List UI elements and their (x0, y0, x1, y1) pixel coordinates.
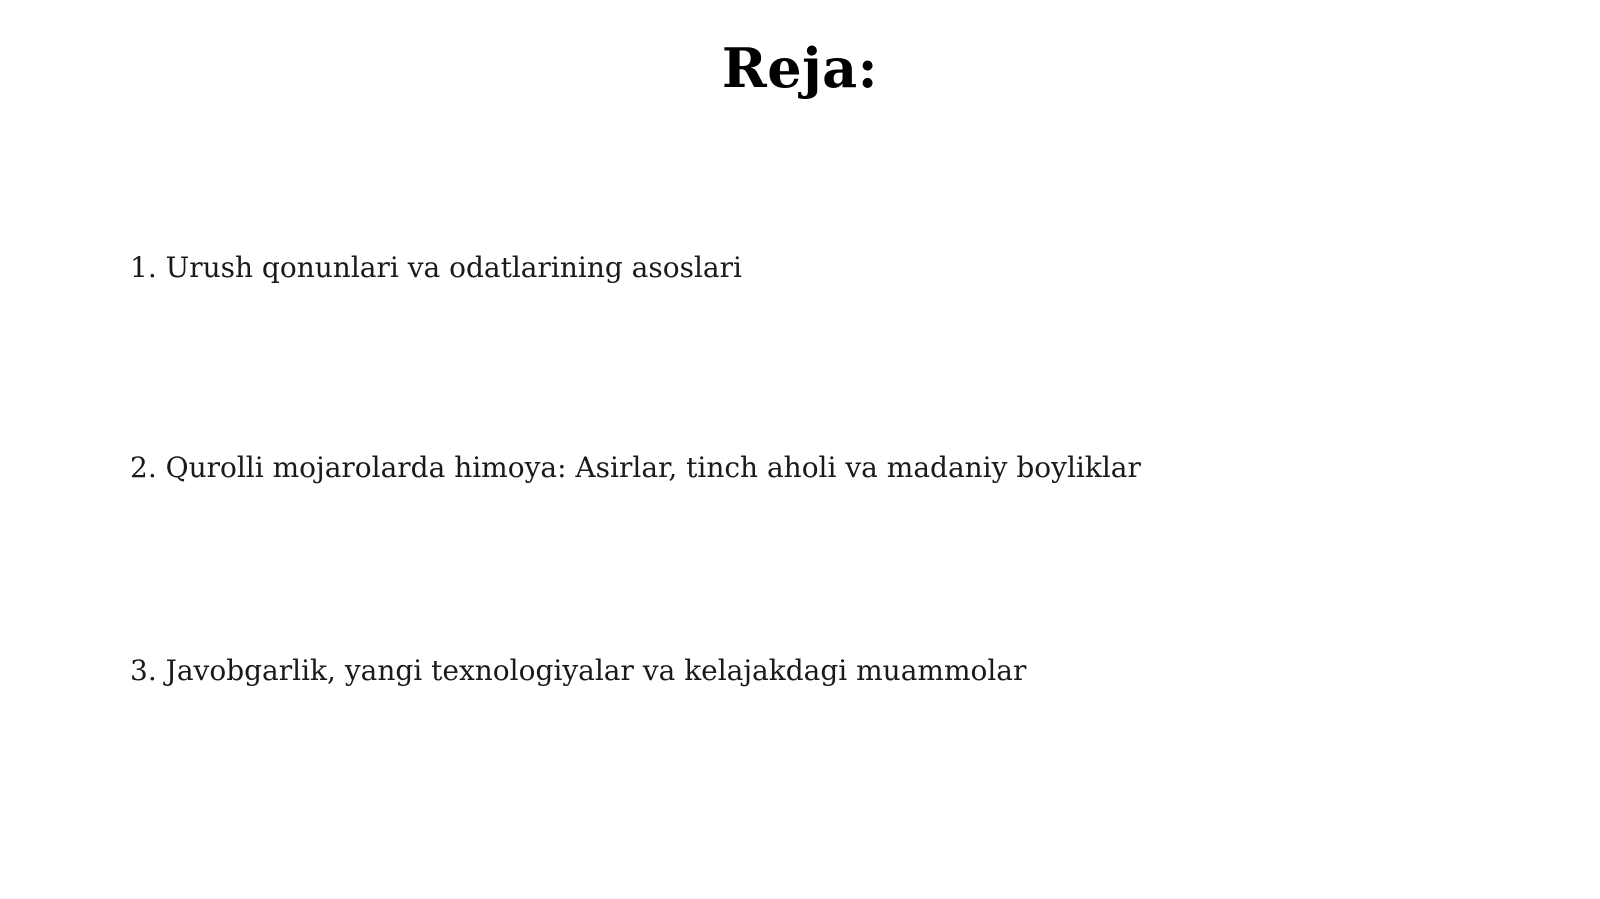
list-item-2: 2. Qurolli mojarolarda himoya: Asirlar, tinch aholi va madaniy boyliklar (130, 451, 1141, 484)
list-item-1: 1. Urush qonunlari va odatlarining asoslari (130, 251, 742, 284)
list-item-3: 3. Javobgarlik, yangi texnologiyalar va kelajakdagi muammolar (130, 654, 1027, 687)
page-title: Reja: (721, 36, 879, 100)
